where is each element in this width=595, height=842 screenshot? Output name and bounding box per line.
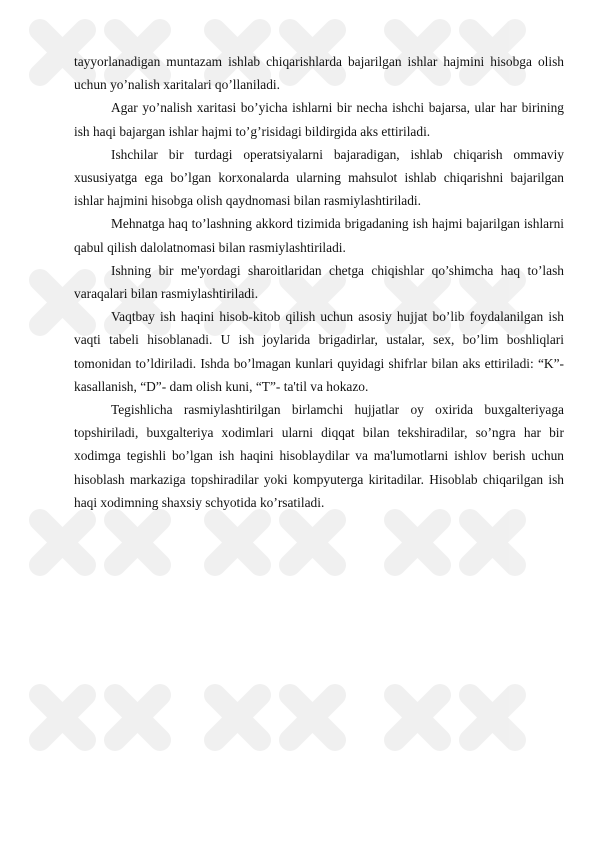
paragraph: Ishchilar bir turdagi operatsiyalarni bajaradigan, ishlab chiqarish ommaviy xususiyatga ega bo’lgan korxonalarda ularning mahsulot ishlab chiqarishni bajarilgan ishlar hajmini hisobga olish qaydnomasi bilan rasmiylashtiriladi. bbox=[74, 146, 564, 209]
watermark-logo bbox=[215, 520, 335, 565]
paragraph: Ishning bir me'yordagi sharoitlaridan chetga chiqishlar qo’shimcha haq to’lash varaqalari bilan rasmiylashtiriladi. bbox=[74, 262, 564, 302]
watermark-logo bbox=[40, 520, 160, 565]
watermark-logo bbox=[395, 520, 515, 565]
paragraph: Agar yo’nalish xaritasi bo’yicha ishlarni bir necha ishchi bajarsa, ular har birining ish haqi bajargan ishlar hajmi to’g’risidagi bildirgida aks ettiriladi. bbox=[74, 100, 564, 139]
paragraph: Vaqtbay ish haqini hisob-kitob qilish uchun asosiy hujjat bo’lib foydalanilgan ish vaqti tabeli hisoblanadi. U ish joylarida brigadirlar, ustalar, sex, bo’lim boshliqlari tomonidan to’ldiriladi. Ishda bo’lmagan kunlari quyidagi shifrlar bilan aks ettiriladi: “K”- kasallanish, “D”- dam olish kuni, “T”- ta'til va hokazo. bbox=[74, 309, 564, 394]
paragraph: Mehnatga haq to’lashning akkord tizimida brigadaning ish hajmi bajarilgan ishlarni qabul qilish dalolatnomasi bilan rasmiylashtiriladi. bbox=[74, 216, 564, 255]
watermark-logo bbox=[395, 695, 515, 740]
document-body bbox=[74, 50, 564, 514]
watermark-logo bbox=[215, 695, 335, 740]
paragraph: tayyorlanadigan muntazam ishlab chiqarishlarda bajarilgan ishlar hajmini hisobga olish uchun yo’nalish xaritalari qo’llaniladi. bbox=[74, 54, 564, 93]
paragraph: Tegishlicha rasmiylashtirilgan birlamchi hujjatlar oy oxirida buxgalteriyaga topshiriladi, buxgalteriya xodimlari ularni diqqat bilan tekshiradilar, so’ngra har bir xodimga tegishli bo’lgan ish haqini hisoblaydilar va ma'lumotlarni ishlov berish uchun hisoblash markaziga topshiradilar yoki kompyuterga kiritadilar. Hisoblab chiqarilgan ish haqi xodimning shaxsiy schyotida ko’rsatiladi. bbox=[74, 402, 564, 510]
watermark-logo bbox=[40, 695, 160, 740]
